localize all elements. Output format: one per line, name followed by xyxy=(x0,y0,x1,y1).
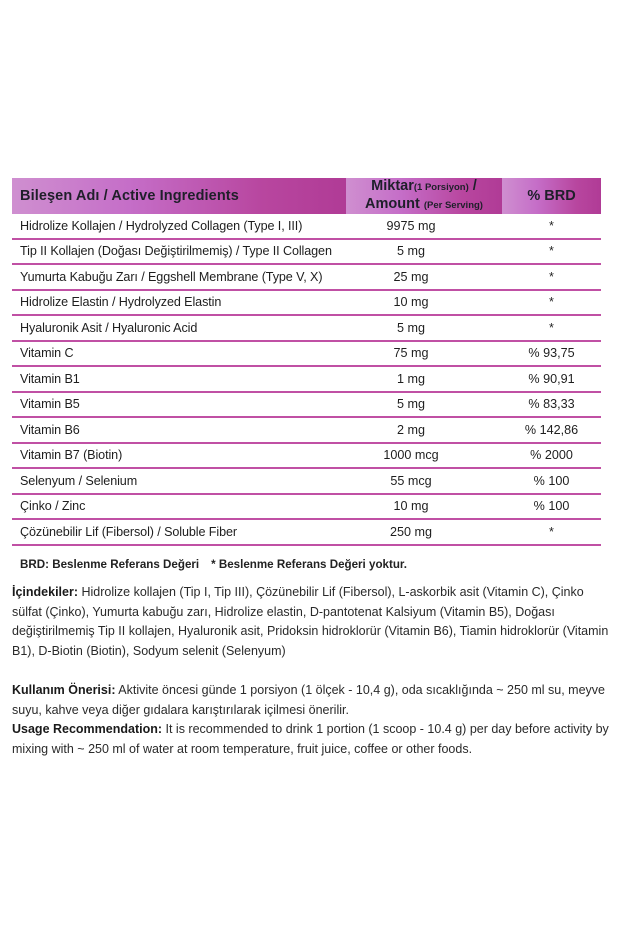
header-amount-separator: / xyxy=(468,178,477,194)
brd-cell: * xyxy=(502,315,601,341)
amount-cell: 55 mcg xyxy=(346,468,502,494)
amount-cell: 5 mg xyxy=(346,315,502,341)
brd-cell: % 90,91 xyxy=(502,366,601,392)
ingredients-text: Hidrolize kollajen (Tip I, Tip III), Çözünebilir Lif (Fibersol), L-askorbik asit (Vitamin C), Çinko sülfat (Çinko), Yumurta kabuğu zarı, Hidrolize elastin, D-pantotenat Kalsiyum (Vitamin B5), Doğası değiştirilmemiş Tip II kollajen, Hyaluronik asit, Pridoksin hidroklorür (Vitamin B6), Tiamin hidroklorür (Vitamin B1), D-Biotin (Biotin), Sodyum selenit (Selenyum) xyxy=(12,585,609,658)
amount-cell: 2 mg xyxy=(346,417,502,443)
usage-recommendation-tr xyxy=(12,681,610,720)
amount-cell: 5 mg xyxy=(346,392,502,418)
brd-cell: * xyxy=(502,239,601,265)
table-row xyxy=(12,366,601,392)
brd-cell: % 100 xyxy=(502,494,601,520)
header-ingredient-name: Bileşen Adı / Active Ingredients xyxy=(12,178,346,214)
header-amount-sub-en: (Per Serving) xyxy=(423,200,483,211)
amount-cell: 5 mg xyxy=(346,239,502,265)
header-amount-main-en: Amount xyxy=(365,196,420,212)
brd-cell: * xyxy=(502,214,601,239)
ingredients-label: İçindekiler: xyxy=(12,585,78,599)
brd-cell: * xyxy=(502,290,601,316)
ingredient-name-cell: Çinko / Zinc xyxy=(12,494,346,520)
brd-cell: % 142,86 xyxy=(502,417,601,443)
table-row xyxy=(12,341,601,367)
table-row xyxy=(12,315,601,341)
amount-cell: 10 mg xyxy=(346,494,502,520)
header-amount-main: Miktar xyxy=(371,178,414,194)
ingredient-name-cell: Çözünebilir Lif (Fibersol) / Soluble Fiber xyxy=(12,519,346,545)
ingredient-name-cell: Tip II Kollajen (Doğası Değiştirilmemiş) / Type II Collagen xyxy=(12,239,346,265)
ingredient-name-cell: Vitamin B7 (Biotin) xyxy=(12,443,346,469)
brd-footnote xyxy=(20,558,407,571)
ingredient-name-cell: Vitamin B1 xyxy=(12,366,346,392)
amount-cell: 1000 mcg xyxy=(346,443,502,469)
nutrition-table xyxy=(12,178,601,546)
amount-cell: 1 mg xyxy=(346,366,502,392)
brd-cell: % 2000 xyxy=(502,443,601,469)
table-row xyxy=(12,494,601,520)
header-amount xyxy=(346,178,502,214)
ingredient-name-cell: Selenyum / Selenium xyxy=(12,468,346,494)
table-row xyxy=(12,519,601,545)
amount-cell: 25 mg xyxy=(346,264,502,290)
brd-definition: BRD: Beslenme Referans Değeri xyxy=(20,558,200,571)
brd-cell: % 93,75 xyxy=(502,341,601,367)
nutrition-panel xyxy=(12,178,601,546)
ingredient-name-cell: Hyaluronik Asit / Hyaluronic Acid xyxy=(12,315,346,341)
table-row xyxy=(12,214,601,239)
table-row xyxy=(12,417,601,443)
table-row xyxy=(12,239,601,265)
ingredient-name-cell: Vitamin B5 xyxy=(12,392,346,418)
brd-cell: * xyxy=(502,519,601,545)
ingredient-name-cell: Vitamin C xyxy=(12,341,346,367)
usage-en-text: It is recommended to drink 1 portion (1 scoop - 10.4 g) per day before activity by mixing with ~ 250 ml of water at room temperature, fruit juice, coffee or other foods. xyxy=(12,722,609,756)
no-brd-definition: * Beslenme Referans Değeri yoktur. xyxy=(211,558,408,571)
ingredient-name-cell: Yumurta Kabuğu Zarı / Eggshell Membrane (Type V, X) xyxy=(12,264,346,290)
table-row xyxy=(12,392,601,418)
amount-cell: 10 mg xyxy=(346,290,502,316)
table-body xyxy=(12,214,601,545)
table-header-row xyxy=(12,178,601,214)
header-amount-sub: (1 Porsiyon) xyxy=(413,182,469,193)
ingredient-name-cell: Hidrolize Elastin / Hydrolyzed Elastin xyxy=(12,290,346,316)
brd-cell: % 83,33 xyxy=(502,392,601,418)
amount-cell: 75 mg xyxy=(346,341,502,367)
table-row xyxy=(12,468,601,494)
table-row xyxy=(12,264,601,290)
ingredient-name-cell: Hidrolize Kollajen / Hydrolyzed Collagen (Type I, III) xyxy=(12,214,346,239)
ingredient-name-cell: Vitamin B6 xyxy=(12,417,346,443)
usage-tr-text: Aktivite öncesi günde 1 porsiyon (1 ölçek - 10,4 g), oda sıcaklığında ~ 250 ml su, meyve suyu, kahve veya diğer gıdalara karıştırılarak içilmesi önerilir. xyxy=(12,683,606,717)
ingredients-paragraph xyxy=(12,583,610,661)
brd-cell: % 100 xyxy=(502,468,601,494)
table-row xyxy=(12,443,601,469)
amount-cell: 9975 mg xyxy=(346,214,502,239)
brd-cell: * xyxy=(502,264,601,290)
table-row xyxy=(12,290,601,316)
amount-cell: 250 mg xyxy=(346,519,502,545)
header-brd: % BRD xyxy=(502,178,601,214)
usage-recommendation-en xyxy=(12,720,610,759)
usage-en-label: Usage Recommendation: xyxy=(12,722,163,736)
usage-tr-label: Kullanım Önerisi: xyxy=(12,683,116,697)
